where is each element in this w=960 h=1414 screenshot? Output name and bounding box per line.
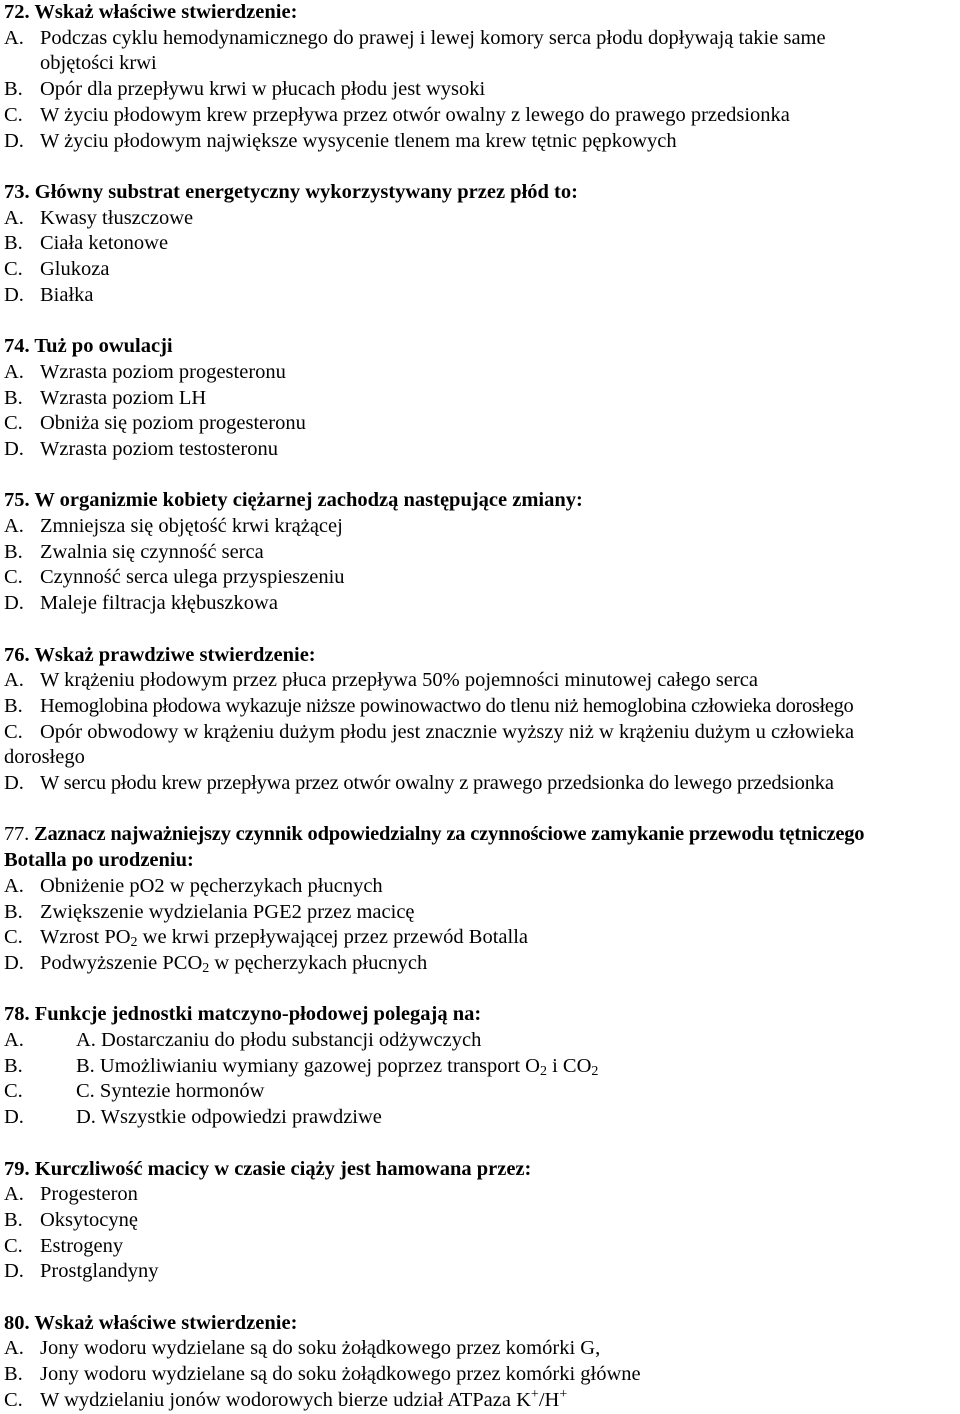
option-text: Jony wodoru wydzielane są do soku żołądkowego przez komórki główne <box>40 1363 641 1386</box>
option-text: Kwasy tłuszczowe <box>40 206 194 229</box>
option-c <box>4 103 960 129</box>
question-75 <box>4 488 960 617</box>
question-title: 76. Wskaż prawdziwe stwierdzenie: <box>4 643 316 666</box>
option-d <box>4 591 960 617</box>
option-letter: A. <box>4 874 24 897</box>
question-80 <box>4 1311 960 1414</box>
option-a <box>4 1182 960 1208</box>
option-c <box>4 1079 960 1105</box>
question-title-text: Zaznacz najważniejszy czynnik odpowiedzialny za czynnościowe zamykanie przewodu tętniczego <box>33 823 865 846</box>
option-d <box>4 1259 960 1285</box>
question-title: 73. Główny substrat energetyczny wykorzystywany przez płód to: <box>4 180 578 203</box>
text-part: w pęcherzykach płucnych <box>209 951 428 974</box>
option-text: Obniżenie pO2 w pęcherzykach płucnych <box>40 874 383 897</box>
option-text-continuation: objętości krwi <box>40 52 157 75</box>
option-text: D. Wszystkie odpowiedzi prawdziwe <box>76 1106 382 1129</box>
option-b <box>4 540 960 566</box>
option-b <box>4 1054 960 1080</box>
text-part: Podwyższenie PCO <box>40 951 203 974</box>
option-c <box>4 1234 960 1260</box>
option-text: Wzrasta poziom LH <box>40 386 207 409</box>
question-77 <box>4 822 960 976</box>
option-letter: A. <box>4 669 24 692</box>
option-letter: B. <box>4 900 23 923</box>
question-title: 74. Tuż po owulacji <box>4 335 173 358</box>
option-text: Obniża się poziom progesteronu <box>40 412 306 435</box>
option-b <box>4 77 960 103</box>
option-letter: B. <box>4 694 23 717</box>
option-letter: A. <box>4 1029 24 1052</box>
question-74 <box>4 334 960 463</box>
option-text: Zwiększenie wydzielania PGE2 przez macicę <box>40 900 415 923</box>
option-d <box>4 771 960 797</box>
option-letter: D. <box>4 283 24 306</box>
option-a <box>4 514 960 540</box>
option-text: W sercu płodu krew przepływa przez otwór owalny z prawego przedsionka do lewego przedsionka <box>40 772 834 795</box>
option-letter: C. <box>4 1234 23 1257</box>
option-letter: C. <box>4 720 23 743</box>
option-text: Oksytocynę <box>40 1208 138 1231</box>
option-letter: D. <box>4 951 24 974</box>
option-letter: B. <box>4 1054 23 1077</box>
superscript: + <box>559 1386 568 1402</box>
subscript: 2 <box>202 960 210 976</box>
option-c <box>4 257 960 283</box>
option-letter: D. <box>4 437 24 460</box>
option-text: Glukoza <box>40 258 110 281</box>
option-a <box>4 874 960 900</box>
option-text: Wzrasta poziom progesteronu <box>40 360 286 383</box>
subscript: 2 <box>591 1063 599 1079</box>
option-text: Opór dla przepływu krwi w płucach płodu jest wysoki <box>40 78 486 101</box>
option-a <box>4 360 960 386</box>
question-73 <box>4 180 960 309</box>
option-text: Hemoglobina płodowa wykazuje niższe powinowactwo do tlenu niż hemoglobina człowieka dorosłego <box>40 694 854 717</box>
option-text <box>40 951 960 977</box>
option-b <box>4 900 960 926</box>
option-letter: C. <box>4 566 23 589</box>
question-78 <box>4 1002 960 1131</box>
option-text: Prostglandyny <box>40 1260 159 1283</box>
option-letter: D. <box>4 772 24 795</box>
option-text <box>40 925 960 951</box>
option-c <box>4 411 960 437</box>
option-text: Wzrasta poziom testosteronu <box>40 437 278 460</box>
subscript: 2 <box>130 935 138 951</box>
text-part: we krwi przepływającej przez przewód Botalla <box>137 926 528 949</box>
option-letter: D. <box>4 592 24 615</box>
option-letter: A. <box>4 26 24 49</box>
question-title: 80. Wskaż właściwe stwierdzenie: <box>4 1311 298 1334</box>
option-text: Zmniejsza się objętość krwi krążącej <box>40 515 343 538</box>
option-text: W życiu płodowym krew przepływa przez otwór owalny z lewego do prawego przedsionka <box>40 103 790 126</box>
option-letter: B. <box>4 1208 23 1231</box>
option-letter: A. <box>4 1337 24 1360</box>
option-text: Zwalnia się czynność serca <box>40 540 264 563</box>
option-d <box>4 437 960 463</box>
option-text: Progesteron <box>40 1183 138 1206</box>
option-text <box>76 1054 960 1080</box>
question-title: 72. Wskaż właściwe stwierdzenie: <box>4 1 298 23</box>
option-letter: B. <box>4 1363 23 1386</box>
option-c <box>4 925 960 951</box>
question-76 <box>4 643 960 797</box>
text-part: B. Umożliwianiu wymiany gazowej poprzez transport O <box>76 1054 540 1077</box>
option-text: Białka <box>40 283 94 306</box>
text-part: /H <box>538 1388 560 1411</box>
option-letter: D. <box>4 1106 24 1129</box>
option-text: C. Syntezie hormonów <box>76 1080 265 1103</box>
option-letter: C. <box>4 1080 23 1103</box>
option-letter: B. <box>4 540 23 563</box>
option-text: Estrogeny <box>40 1234 124 1257</box>
option-letter: B. <box>4 386 23 409</box>
question-72 <box>4 0 960 154</box>
option-b <box>4 1362 960 1388</box>
subscript: 2 <box>539 1063 547 1079</box>
option-a <box>4 1336 960 1362</box>
quiz-document <box>4 0 960 1414</box>
option-letter: A. <box>4 1183 24 1206</box>
option-text: Opór obwodowy w krążeniu dużym płodu jest znacznie wyższy niż w krążeniu dużym u człowieka <box>40 720 855 743</box>
option-letter: C. <box>4 103 23 126</box>
option-text: Podczas cyklu hemodynamicznego do prawej i lewej komory serca płodu dopływają takie same <box>40 26 826 49</box>
option-d <box>4 951 960 977</box>
option-c <box>4 565 960 591</box>
option-letter: D. <box>4 1260 24 1283</box>
option-b <box>4 231 960 257</box>
option-c <box>4 720 960 746</box>
option-text: W życiu płodowym największe wysycenie tlenem ma krew tętnic pępkowych <box>40 129 677 152</box>
option-b <box>4 694 960 720</box>
option-letter: A. <box>4 515 24 538</box>
question-title: 79. Kurczliwość macicy w czasie ciąży jest hamowana przez: <box>4 1157 532 1180</box>
option-letter: C. <box>4 1388 23 1411</box>
option-letter: C. <box>4 258 23 281</box>
option-text: Ciała ketonowe <box>40 232 169 255</box>
option-letter: C. <box>4 412 23 435</box>
text-part: Wzrost PO <box>40 926 131 949</box>
text-part: i CO <box>546 1054 592 1077</box>
option-d <box>4 283 960 309</box>
option-letter: B. <box>4 78 23 101</box>
option-text: Jony wodoru wydzielane są do soku żołądkowego przez komórki G, <box>40 1337 601 1360</box>
question-79 <box>4 1157 960 1286</box>
option-b <box>4 1208 960 1234</box>
option-text: Maleje filtracja kłębuszkowa <box>40 592 278 615</box>
option-a <box>4 26 960 52</box>
question-title: 75. W organizmie kobiety ciężarnej zachodzą następujące zmiany: <box>4 489 583 512</box>
option-a <box>4 206 960 232</box>
question-number: 77. <box>4 823 30 846</box>
option-letter: A. <box>4 206 24 229</box>
option-text: Czynność serca ulega przyspieszeniu <box>40 566 345 589</box>
option-letter: B. <box>4 232 23 255</box>
question-title <box>4 822 960 848</box>
option-d <box>4 129 960 155</box>
superscript: + <box>530 1386 539 1402</box>
option-d <box>4 1105 960 1131</box>
option-letter: A. <box>4 360 24 383</box>
option-b <box>4 386 960 412</box>
option-letter: D. <box>4 129 24 152</box>
question-title: 78. Funkcje jednostki matczyno-płodowej polegają na: <box>4 1003 482 1026</box>
option-text: W krążeniu płodowym przez płuca przepływa 50% pojemności minutowej całego serca <box>40 669 759 692</box>
text-part: W wydzielaniu jonów wodorowych bierze udział ATPaza K <box>40 1388 531 1411</box>
option-a <box>4 1028 960 1054</box>
option-text: A. Dostarczaniu do płodu substancji odżywczych <box>76 1029 482 1052</box>
question-title-continuation: Botalla po urodzeniu: <box>4 849 194 872</box>
option-letter: C. <box>4 926 23 949</box>
option-text-continuation: dorosłego <box>4 746 85 769</box>
option-a <box>4 668 960 694</box>
